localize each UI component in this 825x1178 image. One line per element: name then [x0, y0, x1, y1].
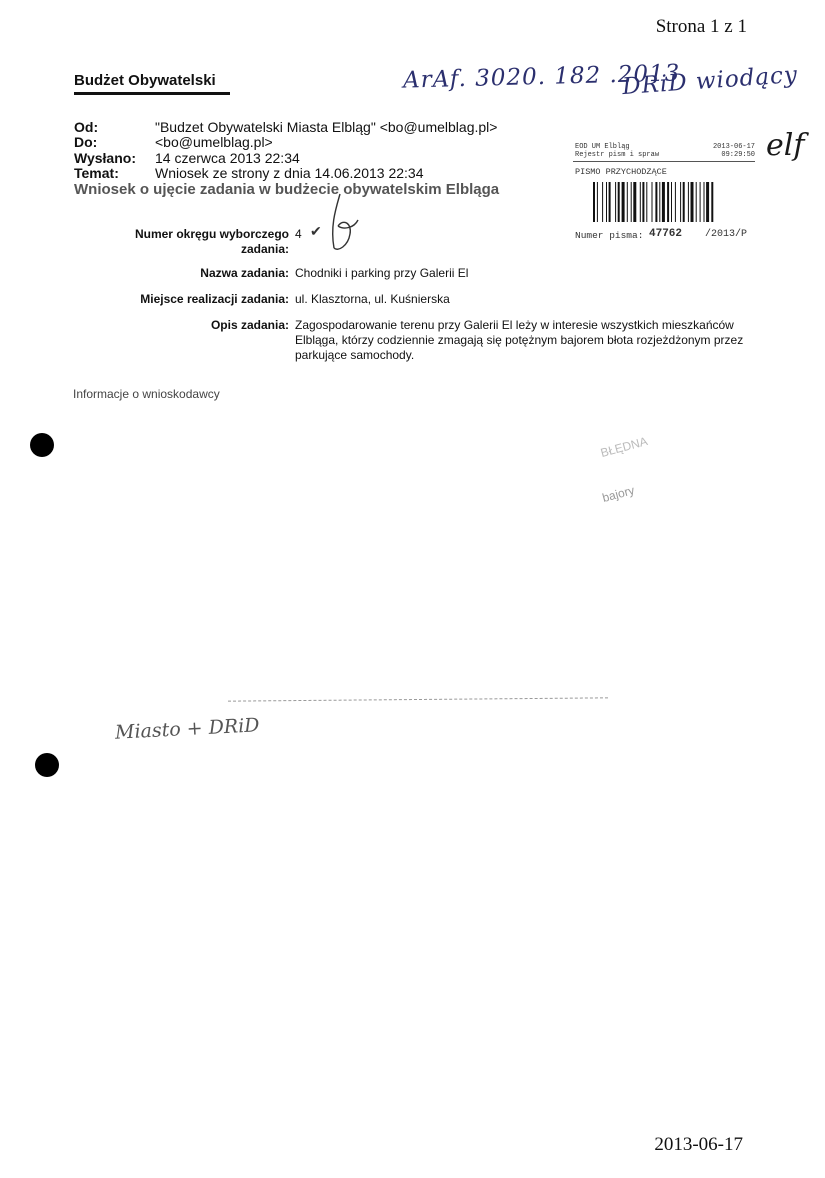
field-task-name-value: Chodniki i parking przy Galerii El [295, 266, 469, 280]
from-value: "Budzet Obywatelski Miasta Elbląg" <bo@umelblag.pl> [155, 119, 498, 135]
title-underline [74, 92, 230, 95]
form-heading: Wniosek o ujęcie zadania w budżecie obywatelskim Elbląga [74, 181, 500, 198]
subject-value: Wniosek ze strony z dnia 14.06.2013 22:34 [155, 165, 424, 181]
stamp-number-label: Numer pisma: [575, 230, 644, 241]
field-description-value: Zagospodarowanie terenu przy Galerii El leży w interesie wszystkich mieszkańców Elbląga, którzy codziennie zmagają się potężnym bajorem błota rozjeżdżonym przez parkujące samochody. [295, 318, 744, 362]
document-date: 2013-06-17 [654, 1134, 743, 1155]
field-district-value: 4 [295, 227, 302, 241]
handwritten-case-number: ArAf. 3020. 182 .2013 [402, 60, 681, 94]
stamp-time: 09:29:50 [721, 151, 755, 159]
field-location-value: ul. Klasztorna, ul. Kuśnierska [295, 292, 450, 306]
org-title: Budżet Obywatelski [74, 72, 216, 89]
punch-hole [35, 753, 59, 777]
stamp-number: 47762 [649, 228, 683, 240]
sent-value: 14 czerwca 2013 22:34 [155, 150, 300, 166]
sent-label: Wysłano: [74, 150, 136, 166]
field-district-label: Numer okręgu wyborczego zadania: [134, 227, 289, 256]
field-description-label: Opis zadania: [210, 318, 289, 332]
applicant-section-heading: Informacje o wnioskodawcy [73, 387, 220, 401]
stamp-type: PISMO PRZYCHODZĄCE [575, 167, 667, 177]
page-number: Strona 1 z 1 [655, 16, 747, 37]
handwritten-recipients-note: Miasto + DRiD [114, 714, 261, 744]
handwritten-lead-department: DRiD wiodący [621, 61, 799, 101]
registry-stamp [573, 143, 755, 243]
punch-hole [30, 433, 54, 457]
stamp-org: EOD UM Elbląg [575, 143, 630, 151]
handwritten-signature: elf [766, 128, 805, 163]
stamp-registry: Rejestr pism i spraw [575, 151, 660, 159]
checkmark-icon: ✔ [310, 223, 322, 239]
stamp-number-suffix: /2013/P [705, 229, 748, 240]
to-label: Do: [74, 134, 98, 150]
signature-scribble-icon [320, 190, 360, 260]
field-location-label: Miejsce realizacji zadania: [140, 292, 289, 306]
stamp-separator [573, 161, 755, 162]
faint-mark: bajory [600, 483, 636, 505]
from-label: Od: [74, 119, 99, 135]
faint-divider [228, 697, 608, 701]
to-value: <bo@umelblag.pl> [155, 134, 273, 150]
barcode-icon [593, 182, 753, 222]
field-task-name-label: Nazwa zadania: [200, 266, 289, 280]
stamp-date: 2013-06-17 [712, 143, 755, 151]
subject-label: Temat: [74, 165, 119, 181]
faint-mark: BŁĘDNA [599, 434, 650, 460]
